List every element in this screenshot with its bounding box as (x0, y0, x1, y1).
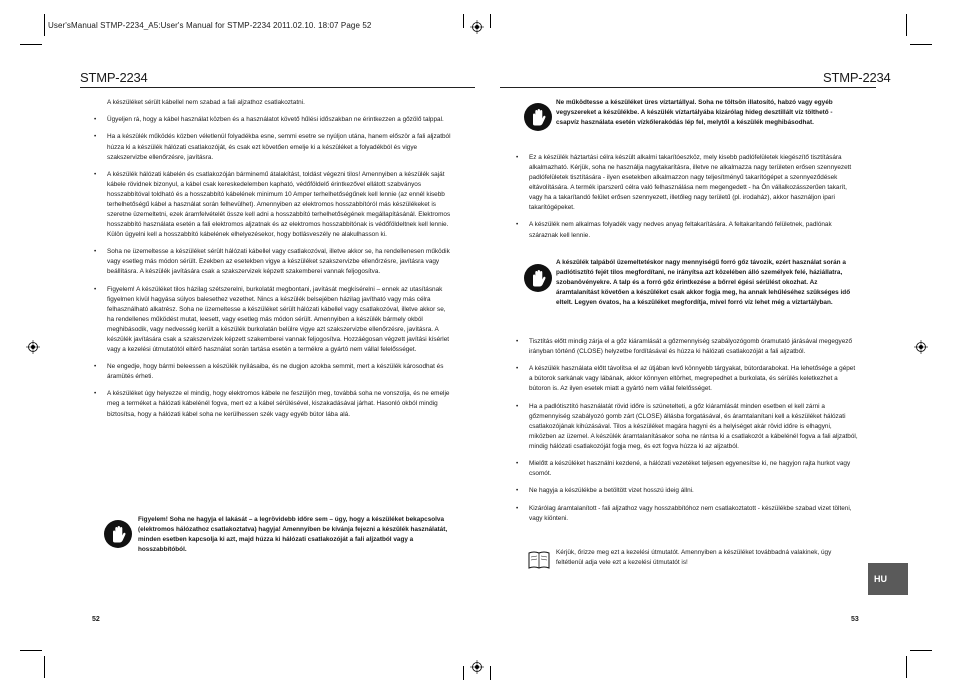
list-item: • Ne hagyja a készülékbe a betöltött vizet hosszú ideig állni. (529, 486, 859, 496)
hand-stop-warning-icon (524, 264, 552, 292)
list-item: • A készülék hálózati kábelén és csatlakozóján bárminemű átalakítást, toldást végezni tilos! Amennyiben a készülék saját kábele rövidnek bizonyul, a kábel csak kereskedelemben kapható, védőföldelő érintkezővel ellátott szabványos hosszabbítóval toldható és a hosszabbító kábelének minimum 10 Amper terhelhetőségűnek kell lennie (az ennél kisebb terhelhetőségű kábel a használat során felhevülhet). Amennyiben az elektromos hosszabbítóról más készülékeket is szeretne üzemeltetni, ezek áramfelvételét össze kell adni a hosszabbító terhelhetőségének megállapításánál. Elektromos hosszabbító használata esetén a fali elektromos aljzatnak és az elektromos hosszabbítónak is védőföldeltnek kell lennie. Külön ügyelni kell a hosszabbító kábelének elhelyezésekor, hogy botlásveszély ne alakulhasson ki. (107, 170, 452, 240)
list-item: • Mielőtt a készüléket használni kezdené, a hálózati vezetéket teljesen egyenesítse ki, ne hagyjon rajta hurkot vagy csomót. (529, 459, 859, 479)
registration-mark-icon (914, 340, 928, 354)
list-item: • Ez a készülék háztartási célra készült alkalmi takarítóeszköz, mely kisebb padlófelületek kiegészítő tisztítására alkalmazható. Kérjük, soha ne használja nagytakarításra, illetve ne alkalmazza nagy területen erősen szennyezett padlófelületek tisztítására - ilyen esetekben alkalmazzon nagy teljesítményű takarítógépet a szennyeződések eltávolítására. A termék iparszerű célra való felhasználása nem megengedett - ha Ön vállalkozásszerűen takarít, vagy ha a takarítandó felület erősen szennyezett, illetőleg nagy területű (pl. irodaház), akkor használjon ipari takarítógépeket. (529, 153, 859, 213)
list-item: • Ha a padlótisztító használatát rövid időre is szünetelteti, a gőz kiáramlását minden esetben el kell zárni a gőzmennyiség szabályozó gomb zárt (CLOSE) állásba forgatásával, és áramtalanítani kell a készüléket hálózati csatlakozójának kihúzásával. Tilos a készüléket magára hagyni és a helyiséget akár rövid időre is elhagyni, miközben az üzemel. A készülék áramtalanításakor soha ne rántsa ki a csatlakozót a kábelénél fogva a fali aljzatból, mindig hálózati csatlakozóját fogja meg, és ezt fogva húzza ki az aljzatból. (529, 402, 859, 452)
list-item: • Kizárólag áramtalanított - fali aljzathoz vagy hosszabbítóhoz nem csatlakoztatott - készülékbe szabad vizet tölteni, vagy kiönteni. (529, 504, 859, 524)
page-number: 53 (851, 616, 859, 623)
model-title: STMP-2234 (80, 70, 148, 85)
page-number: 52 (92, 616, 100, 623)
list-item: • A készülék nem alkalmas folyadék vagy nedves anyag feltakarítására. A feltakarítandó felületnek, padlónak száraznak kell lennie. (529, 220, 859, 240)
header-rule (500, 87, 876, 88)
note-text: Kérjük, őrizze meg ezt a kezelési útmutatót. Amennyiben a készüléket továbbadná valakinek, úgy feltétlenül adja vele ezt a kezelési útmutatót is! (556, 549, 832, 567)
list-item: • Figyelem! A készüléket tilos házilag szétszerelni, burkolatát megbontani, javítását megkísérelni – ennek az utasításnak figyelmen kívül hagyása súlyos balesethez vezethet. Nincs a készülék belsejében házilag javítható vagy más célra felhasználható alkatrész. Soha ne üzemeltesse a készüléket sérült hálózati kábellel vagy csatlakozóval, illetve akkor se, ha rendellenes működést mutat, leesett, vagy esetleg más módon sérült. Amennyiben a készülék bármely okból meghibásodik, vagy nedvesség került a készülék burkolatán belülre vigye azt szakszervizbe ellenőrzésre, javításra. A készülék javítására csak a szakszervizek képzett szakemberei vannak feljogosítva. Hozzáégosan végzett javítási kísérlet vagy a kezelési útmutatótól eltérő használat során tartása esetén a termékre a gyártó nem vállal felelősséget. (107, 285, 452, 355)
registration-mark-icon (470, 660, 484, 674)
intro-text: A készüléket sérült kábellel nem szabad a fali aljzathoz csatlakoztatni. (107, 99, 305, 106)
header-rule (80, 87, 475, 88)
warning-text: A készülék talpából üzemeltetéskor nagy mennyiségű forró gőz távozik, ezért használat során a padlótisztító fejét tilos megfordítani, ne irányítsa azt közelében álló személyek felé, háziállatra, szobanövényekre. A talp és a forró gőz érintkezése a bőrrel égési sérülést okozhat. Az áramtalanítást követően a készüléket csak akkor fogja meg, ha annak lehűléséhez szükséges idő eltelt. Legyen óvatos, ha a készüléket megfordítja, mivel forró víz lehet még a víztartályban. (556, 259, 851, 307)
right-text-column-a (529, 153, 859, 248)
list-item: • Ne engedje, hogy bármi beleessen a készülék nyílásaiba, és ne dugjon azokba semmit, mert a készülék károsodhat és áramütés érheti. (107, 362, 452, 382)
list-item: • Ha a készülék működés közben véletlenül folyadékba esne, semmi esetre se nyúljon utána, hanem először a fali aljzatból húzza ki a készülék hálózati csatlakozóját, és csak ezt követően emelje ki a készüléket a folyadékból és vigye szakszervizbe ellenőrzésre, javításra. (107, 132, 452, 162)
right-text-column-b (529, 337, 859, 531)
model-title: STMP-2234 (823, 70, 891, 85)
print-header: User'sManual STMP-2234_A5:User's Manual for STMP-2234 2011.02.10. 18:07 Page 52 (48, 21, 372, 30)
warning-text: Ne működtesse a készüléket üres víztartállyal. Soha ne töltsön illatosító, habzó vagy egyéb vegyszereket a készülékbe. A készülék víztartályába kizárólag hideg desztillált víz tölthető - csapvíz használata esetén vízkőlerakódás lép fel, melytől a készülék meghibásodhat. (556, 99, 833, 127)
hand-stop-warning-icon (524, 103, 552, 131)
list-item: • A készülék használata előtt távolítsa el az útjában levő könnyebb tárgyakat, bútordarabokat. Ha lehetősége a gépet a bútorok sarkának vagy lábának, akkor könnyen eltörhet, megrepedhet a burkolata, és sérülés keletkezhet a bútoron is. Az ilyen esetek miatt a gyártó nem vállal felelősséget. (529, 364, 859, 394)
list-item: • Ügyeljen rá, hogy a kábel használat közben és a használatot követő hűlési időszakban ne érintkezzen a gőzölő talppal. (107, 115, 452, 125)
warning-text: Figyelem! Soha ne hagyja el lakását – a legrövidebb időre sem – úgy, hogy a készüléket bekapcsolva (elektromos hálózathoz csatlakoztatva) hagyja! Amennyiben be kívánja fejezni a készülék használatát, minden esetben kapcsolja ki azt, majd húzza ki hálózati csatlakozóját a fali aljzatból vagy a hosszabbítóból. (138, 516, 448, 554)
list-item: • A készüléket úgy helyezze el mindig, hogy elektromos kábele ne feszüljön meg, továbbá soha ne vonszolja, és ne emelje meg a terméket a hálózati kábelénél fogva, mert ez a kábel sérülésével, kiszakadásával járhat. Hasonló okból mindig biztosítsa, hogy a hálózati kábel soha ne kerülhessen szék vagy egyéb bútor lába alá. (107, 389, 452, 419)
registration-mark-icon (470, 20, 484, 34)
info-book-icon (528, 550, 550, 570)
list-item: • Soha ne üzemeltesse a készüléket sérült hálózati kábellel vagy csatlakozóval, illetve akkor se, ha rendellenesen működik vagy esetleg más módon sérült. Ezekben az esetekben vigye a készüléket szakszervizbe ellenőrzésre, javításra vagy beállításra. A készülék javítására csak a szakszervizek képzett szakemberei vannak feljogosítva. (107, 247, 452, 277)
registration-mark-icon (26, 340, 40, 354)
list-item: • Tisztítás előtt mindig zárja el a gőz kiáramlását a gőzmennyiség szabályozógomb óramutató járásával megegyező irányban történő (CLOSE) helyzetbe fordításával és húzza ki hálózati csatlakozóját a fali aljzatból. (529, 337, 859, 357)
language-tab: HU (868, 563, 908, 595)
left-text-column (107, 98, 452, 427)
hand-stop-warning-icon (104, 520, 132, 548)
